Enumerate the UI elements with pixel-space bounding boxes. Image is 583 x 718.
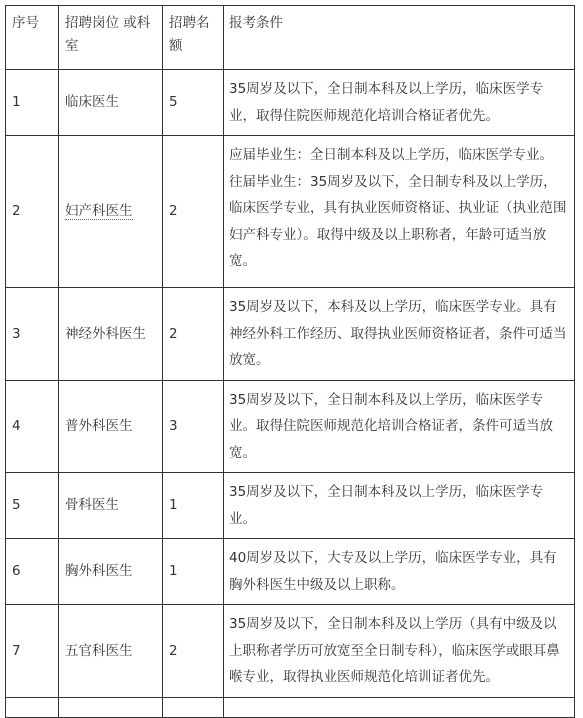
row-position: 骨科医生	[59, 473, 163, 539]
row-requirements: 35周岁及以下，全日制本科及以上学历（具有中级及以上职称者学历可放宽至全日制专科），临床医学或眼耳鼻喉专业，取得执业医师规范化培训证者优先。	[224, 605, 575, 698]
row-position-text: 妇产科医生	[65, 203, 133, 220]
table-row	[6, 539, 575, 605]
table-row-partial	[6, 697, 575, 717]
row-count: 3	[163, 380, 224, 473]
row-index: 2	[6, 136, 59, 288]
header-count: 招聘名额	[163, 6, 224, 70]
row-index: 6	[6, 539, 59, 605]
table-row	[6, 136, 575, 288]
table-header-row	[6, 6, 575, 70]
requirements-line: 应届毕业生：全日制本科及以上学历，临床医学专业。	[229, 147, 553, 163]
header-requirements: 报考条件	[224, 6, 575, 70]
row-count: 2	[163, 288, 224, 381]
header-index: 序号	[6, 6, 59, 70]
row-index: 3	[6, 288, 59, 381]
header-position: 招聘岗位 或科室	[59, 6, 163, 70]
row-count: 5	[163, 70, 224, 136]
row-position	[59, 136, 163, 288]
table-row	[6, 288, 575, 381]
row-position: 神经外科医生	[59, 288, 163, 381]
row-index: 5	[6, 473, 59, 539]
recruitment-table	[5, 5, 575, 718]
row-requirements: 35周岁及以下，全日制本科及以上学历，临床医学专业。取得住院医师规范化培训合格证者，条件可适当放宽。	[224, 380, 575, 473]
row-index: 7	[6, 605, 59, 698]
row-position: 五官科医生	[59, 605, 163, 698]
requirements-line: 往届毕业生：35周岁及以下，全日制专科及以上学历，临床医学专业，具有执业医师资格证、执业证（执业范围妇产科专业）。取得中级及以上职称者，年龄可适当放宽。	[229, 173, 567, 269]
row-count: 2	[163, 136, 224, 288]
table-row	[6, 70, 575, 136]
row-count: 1	[163, 473, 224, 539]
row-position: 胸外科医生	[59, 539, 163, 605]
row-requirements: 40周岁及以下，大专及以上学历，临床医学专业，具有胸外科医生中级及以上职称。	[224, 539, 575, 605]
row-index: 1	[6, 70, 59, 136]
table-row	[6, 380, 575, 473]
row-requirements: 35周岁及以下，本科及以上学历，临床医学专业。具有神经外科工作经历、取得执业医师资格证者，条件可适当放宽。	[224, 288, 575, 381]
table-row	[6, 473, 575, 539]
row-requirements: 35周岁及以下，全日制本科及以上学历，临床医学专业，取得住院医师规范化培训合格证者优先。	[224, 70, 575, 136]
row-requirements: 35周岁及以下，全日制本科及以上学历，临床医学专业。	[224, 473, 575, 539]
row-requirements	[224, 136, 575, 288]
row-index: 4	[6, 380, 59, 473]
table-row	[6, 605, 575, 698]
row-count: 2	[163, 605, 224, 698]
row-count: 1	[163, 539, 224, 605]
row-position: 普外科医生	[59, 380, 163, 473]
row-position: 临床医生	[59, 70, 163, 136]
